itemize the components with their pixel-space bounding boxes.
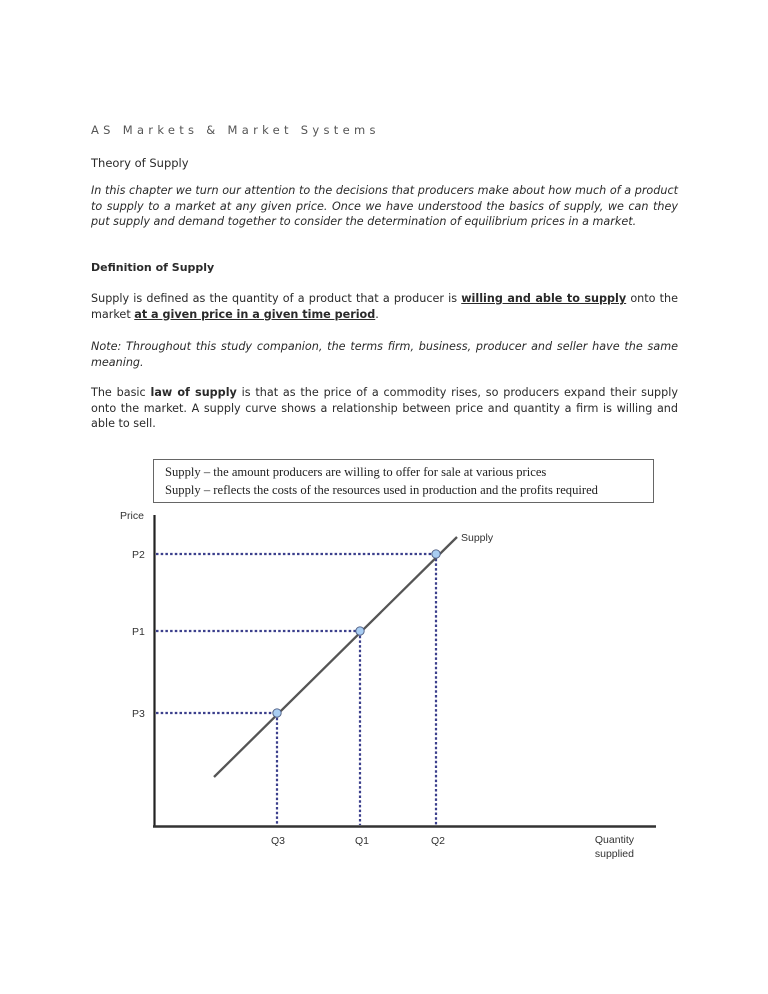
x-axis-label-line1: Quantity bbox=[594, 834, 634, 846]
x-tick-q1: Q1 bbox=[355, 835, 370, 847]
box-line: Supply – reflects the costs of the resources used in production and the profits required bbox=[165, 482, 598, 497]
definition-text: . bbox=[375, 307, 379, 321]
x-axis-label-line2: supplied bbox=[594, 848, 634, 860]
definition-text: Supply is defined as the quantity of a product that a producer is bbox=[91, 292, 462, 305]
guide-lines bbox=[156, 554, 436, 825]
price-axis-label: Price bbox=[120, 510, 144, 522]
law-text: is that as the price of a commodity rises, so producers expand their supply onto the market. A supply curve shows a relationship between price and quantity a firm is willing and able to sell. bbox=[91, 386, 678, 430]
definition-emphasis-price-time: at a given price in a given time period bbox=[134, 307, 376, 321]
point-q1-p1 bbox=[356, 627, 364, 635]
supply-curve bbox=[214, 537, 457, 777]
y-tick-p1: P1 bbox=[132, 626, 145, 638]
law-text: The basic bbox=[91, 386, 151, 399]
law-of-supply-term: law of supply bbox=[150, 386, 237, 399]
y-tick-p2: P2 bbox=[132, 549, 145, 561]
y-tick-p3: P3 bbox=[132, 708, 145, 720]
note-paragraph: Note: Throughout this study companion, the terms firm, business, producer and seller have the same meaning. bbox=[91, 340, 678, 369]
definition-text: onto the market bbox=[91, 292, 679, 321]
x-tick-q3: Q3 bbox=[271, 835, 286, 847]
box-line: Supply – the amount producers are willing to offer for sale at various prices bbox=[165, 465, 547, 479]
definition-emphasis-willing: willing and able to supply bbox=[461, 292, 627, 305]
point-q3-p3 bbox=[273, 709, 281, 717]
intro-paragraph: In this chapter we turn our attention to the decisions that producers make about how much of a product to supply to a market at any given price. Once we have understood the basics of supply, we can they put supply and demand together to consider the determination of equilibrium prices in a market. bbox=[91, 184, 678, 228]
data-points bbox=[273, 550, 440, 717]
subtitle: Theory of Supply bbox=[91, 156, 189, 170]
section-title: AS Markets & Market Systems bbox=[91, 123, 380, 137]
supply-curve-label: Supply bbox=[461, 532, 494, 544]
point-q2-p2 bbox=[432, 550, 440, 558]
x-tick-q2: Q2 bbox=[431, 835, 446, 847]
definition-heading: Definition of Supply bbox=[91, 261, 215, 274]
